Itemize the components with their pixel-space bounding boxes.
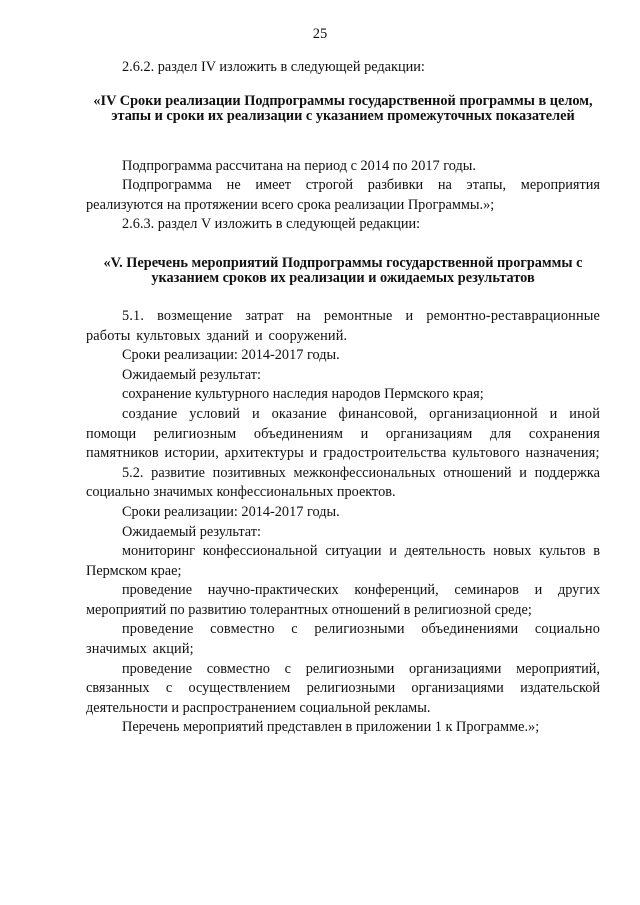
paragraph: 5.2. развитие позитивных межконфессиональных отношений и поддержка социально значимых конфессиональных проектов. (86, 464, 600, 501)
paragraph: 5.1. возмещение затрат на ремонтные и ремонтно-реставрационные работы культовых зданий и сооружений. (86, 307, 600, 344)
paragraph: 2.6.2. раздел IV изложить в следующей редакции: (122, 59, 425, 75)
paragraph: Сроки реализации: 2014-2017 годы. (122, 503, 340, 520)
paragraph: Перечень мероприятий представлен в приложении 1 к Программе.»; (122, 719, 540, 736)
paragraph: Подпрограмма рассчитана на период с 2014 по 2017 годы. (122, 157, 476, 174)
paragraph: сохранение культурного наследия народов Пермского края; (122, 386, 484, 403)
paragraph: проведение научно-практических конференций, семинаров и других мероприятий по развитию толерантных отношений в религиозной среде; (86, 582, 600, 618)
paragraph: Ожидаемый результат: (122, 366, 261, 383)
paragraph: создание условий и оказание финансовой, организационной и иной помощи религиозным объединениям и организациям для сохранения памятников истории, архитектуры и градостроительства культового назначения; (86, 405, 600, 462)
paragraph: мониторинг конфессиональной ситуации и деятельность новых культов в Пермском крае; (86, 543, 600, 579)
section-heading-iv: «IV Сроки реализации Подпрограммы государственной программы в целом, этапы и сроки их реализации с указанием промежуточных показателей (93, 92, 593, 124)
document-body (86, 58, 600, 738)
paragraph: 2.6.3. раздел V изложить в следующей редакции: (122, 216, 421, 233)
paragraph: Подпрограмма не имеет строгой разбивки на этапы, мероприятия реализуются на протяжении всего срока реализации Программы.»; (86, 177, 600, 213)
page-number: 25 (312, 26, 328, 42)
section-heading-v: «V. Перечень мероприятий Подпрограммы государственной программы с указанием сроков их реализации и ожидаемых результатов (103, 254, 583, 286)
paragraph: проведение совместно с религиозными организациями мероприятий, связанных с осуществлением религиозными организациями издательской деятельности и распространением социальной рекламы. (86, 660, 600, 716)
paragraph: Сроки реализации: 2014-2017 годы. (122, 347, 340, 364)
paragraph: Ожидаемый результат: (122, 523, 261, 540)
paragraph: проведение совместно с религиозными объединениями социально значимых акций; (86, 621, 600, 658)
